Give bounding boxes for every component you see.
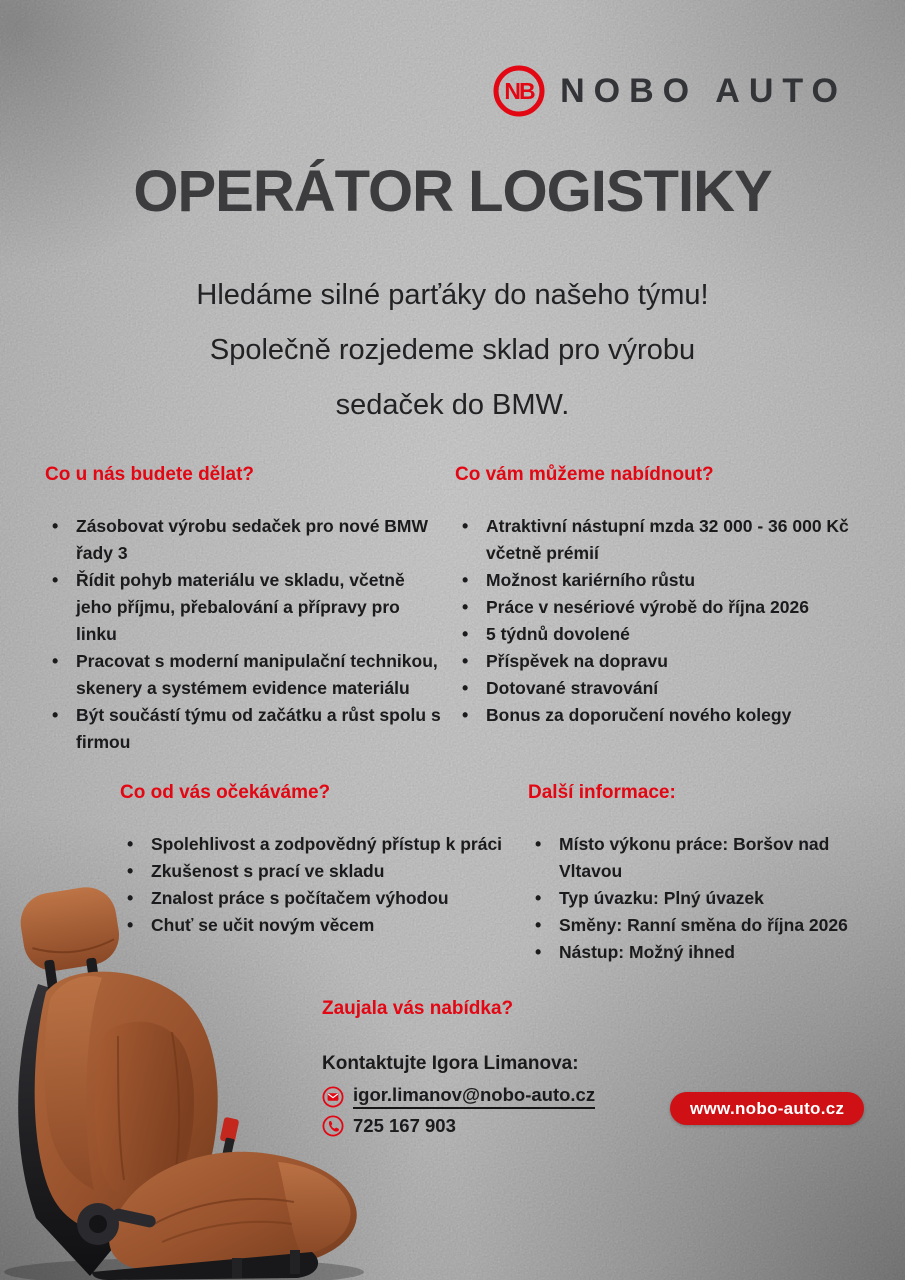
bullet-list — [455, 513, 883, 729]
list-item: • Typ úvazku: Plný úvazek — [528, 885, 890, 912]
contact-label: Kontaktujte Igora Limanova: — [322, 1053, 579, 1074]
list-item: • Místo výkonu práce: Boršov nad Vltavou — [528, 831, 890, 885]
list-item: • Řídit pohyb materiálu ve skladu, včetně jeho příjmu, přebalování a přípravy pro linku — [45, 567, 445, 648]
section-heading: Co od vás očekáváme? — [120, 782, 331, 803]
list-item: • Bonus za doporučení nového kolegy — [455, 702, 883, 729]
list-item: • Směny: Ranní směna do října 2026 — [528, 912, 890, 939]
section-heading: Další informace: — [528, 782, 676, 803]
bullet-list — [528, 831, 890, 966]
page-title: OPERÁTOR LOGISTIKY — [133, 159, 772, 224]
section-what-you-do — [45, 464, 445, 756]
list-item: • Zkušenost s prací ve skladu — [120, 858, 518, 885]
list-item: • Práce v nesériové výrobě do října 2026 — [455, 594, 883, 621]
brand-header — [492, 64, 847, 118]
list-item: • Zásobovat výrobu sedaček pro nové BMW řady 3 — [45, 513, 445, 567]
list-item: • Možnost kariérního růstu — [455, 567, 883, 594]
list-item: • Dotované stravování — [455, 675, 883, 702]
list-item: • Být součástí týmu od začátku a růst spolu s firmou — [45, 702, 445, 756]
section-what-we-offer — [455, 464, 883, 729]
intro-line: Hledáme silné parťáky do našeho týmu! — [196, 279, 709, 311]
brand-name: NOBO AUTO — [560, 71, 847, 110]
intro-line: Společně rozjedeme sklad pro výrobu — [209, 334, 696, 366]
list-item: • 5 týdnů dovolené — [455, 621, 883, 648]
website-button[interactable]: www.nobo-auto.cz — [670, 1092, 864, 1125]
list-item: • Chuť se učit novým věcem — [120, 912, 518, 939]
list-item: • Znalost práce s počítačem výhodou — [120, 885, 518, 912]
list-item: • Pracovat s moderní manipulační technikou, skenery a systémem evidence materiálu — [45, 648, 445, 702]
bullet-list — [45, 513, 445, 756]
car-seat-image — [0, 880, 372, 1280]
email-link[interactable]: igor.limanov@nobo-auto.cz — [353, 1084, 595, 1109]
phone-number: 725 167 903 — [353, 1115, 456, 1136]
svg-text:NB: NB — [504, 78, 534, 104]
list-item: • Příspěvek na dopravu — [455, 648, 883, 675]
intro-line: sedaček do BMW. — [335, 389, 570, 421]
section-other-info — [528, 782, 890, 966]
contact-heading: Zaujala vás nabídka? — [322, 998, 514, 1019]
section-heading: Co u nás budete dělat? — [45, 464, 255, 485]
list-item: • Atraktivní nástupní mzda 32 000 - 36 000 Kč včetně prémií — [455, 513, 883, 567]
intro-text — [0, 268, 905, 433]
section-heading: Co vám můžeme nabídnout? — [455, 464, 714, 485]
nobo-auto-logo-icon — [492, 64, 546, 118]
list-item: • Nástup: Možný ihned — [528, 939, 890, 966]
list-item: • Spolehlivost a zodpovědný přístup k práci — [120, 831, 518, 858]
